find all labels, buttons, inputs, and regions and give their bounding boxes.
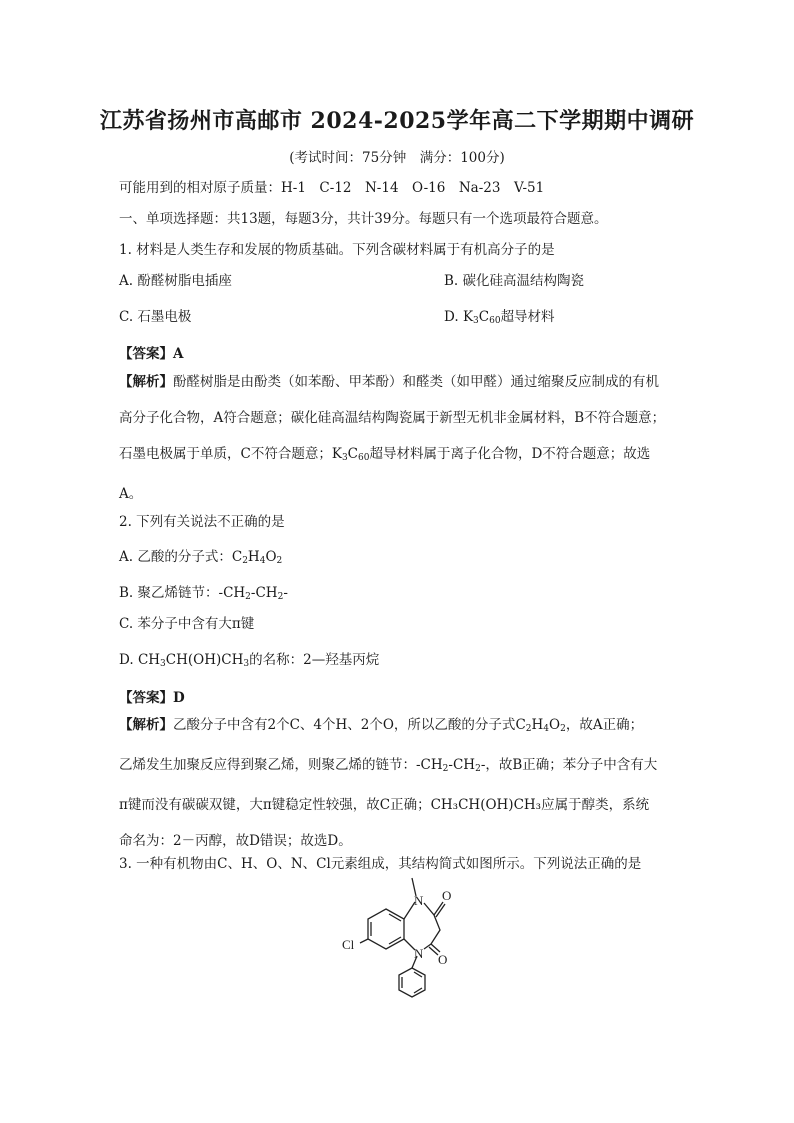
q2-answer: 【答案】D <box>119 690 185 706</box>
q2-stem: 2. 下列有关说法不正确的是 <box>119 514 285 530</box>
carbonyl-bonds <box>429 902 445 955</box>
atom-n2: N <box>414 946 424 961</box>
chloro-bond <box>360 939 368 943</box>
q1-option-d: D. $K_3C_{60}$超导材料 <box>444 309 555 326</box>
atom-o2: O <box>438 952 448 967</box>
q1-answer: 【答案】A <box>119 346 184 362</box>
section-heading: 一、单项选择题：共13题，每题3分，共计39分。每题只有一个选项最符合题意。 <box>119 211 608 227</box>
exam-info: (考试时间：75分钟 满分：100分) <box>289 150 505 166</box>
q3-stem: 3. 一种有机物由C、H、O、N、Cl元素组成，其结构简式如图所示。下列说法正确的是 <box>119 856 642 872</box>
q2-option-c: C. 苯分子中含有大π键 <box>119 616 255 632</box>
q1-option-a: A. 酚醛树脂电插座 <box>119 273 232 289</box>
q1-analysis: 【解析】酚醛树脂是由酚类（如苯酚、甲苯酚）和醛类（如甲醛）通过缩聚反应制成的有机 高分子化合物，A符合题意；碳化硅高温结构陶瓷属于新型无机非金属材料，B不符合题意； 石墨电极属于单质，C不符合题意；$K_3C_{60}$超导材料属于离子化合物，D不符合题意；故选 A。 <box>119 374 666 502</box>
aromatic-double-bonds <box>371 914 401 944</box>
atom-n1: N <box>414 893 424 908</box>
diazepine-ring <box>404 902 440 950</box>
q2-option-b: B. 聚乙烯链节：$-CH_2-CH_2-$ <box>119 585 288 602</box>
phenyl-ring <box>399 968 425 997</box>
q2-option-a: A. 乙酸的分子式：$C_2H_4O_2$ <box>119 549 283 566</box>
atom-o1: O <box>442 888 452 903</box>
benzene-ring-left <box>368 909 404 949</box>
atom-cl: Cl <box>342 937 355 952</box>
q2-analysis: 【解析】乙酸分子中含有2个C、4个H、2个O，所以乙酸的分子式$C_2H_4O_2$，故A正确； 乙烯发生加聚反应得到聚乙烯，则聚乙烯的链节：$-CH_2-CH_2-$，故B正确；苯分子中含有大 π键而没有碳碳双键，大π键稳定性较强，故C正确；CH₃CH(OH)CH₃应属于醇类，系统 命名为：2－丙醇，故D错误；故选D。 <box>119 717 658 849</box>
q1-stem: 1. 材料是人类生存和发展的物质基础。下列含碳材料属于有机高分子的是 <box>119 242 555 258</box>
q1-option-c: C. 石墨电极 <box>119 309 192 325</box>
q2-option-d: D. $CH_3CH(OH)CH_3$的名称：2—羟基丙烷 <box>119 652 380 669</box>
phenyl-double-bonds <box>402 972 422 993</box>
atomic-masses: 可能用到的相对原子质量：H-1 C-12 N-14 O-16 Na-23 V-51 <box>119 180 545 196</box>
structure-diagram <box>330 872 470 1002</box>
q1-option-b: B. 碳化硅高温结构陶瓷 <box>444 273 585 289</box>
formula: K <box>462 309 474 325</box>
page-title: 江苏省扬州市高邮市 2024-2025学年高二下学期期中调研 <box>99 108 695 134</box>
